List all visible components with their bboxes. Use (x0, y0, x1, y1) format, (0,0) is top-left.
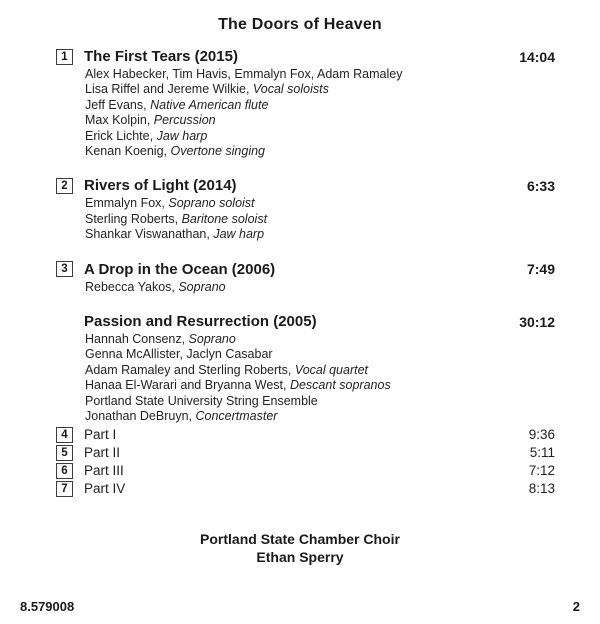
movement-label: Part I (84, 427, 117, 442)
movement-row (56, 444, 555, 462)
movement-label: Part IV (84, 481, 126, 496)
credit-role: Native American flute (150, 97, 269, 112)
credit-role: Jaw harp (156, 128, 208, 143)
page-footer (20, 599, 580, 614)
credits-block (85, 332, 555, 424)
work-header (56, 177, 555, 194)
page-number: 2 (572, 599, 580, 614)
work-entry (56, 261, 555, 295)
credit-role: Jaw harp (213, 227, 265, 242)
work-entry (56, 177, 555, 242)
credit-role: Overtone singing (170, 144, 266, 159)
work-entry (56, 48, 555, 159)
work-title: Passion and Resurrection (2005) (84, 313, 317, 331)
credit-line: Hanaa El-Warari and Bryanna West, Descant sopranos (85, 378, 391, 393)
credit-role: Percussion (153, 113, 216, 128)
work-duration: 14:04 (519, 48, 555, 65)
credit-line: Genna McAllister, Jaclyn Casabar (85, 347, 273, 362)
credit-role: Descant sopranos (289, 378, 391, 393)
album-title: The Doors of Heaven (218, 16, 382, 33)
movement-row (56, 462, 555, 480)
credit-role: Concertmaster (195, 409, 278, 424)
credits-block (85, 196, 555, 242)
credit-line: Shankar Viswanathan, Jaw harp (85, 227, 265, 242)
credit-line: Max Kolpin, Percussion (85, 113, 216, 128)
movements-block (56, 426, 555, 498)
work-header (56, 48, 555, 65)
credit-line: Emmalyn Fox, Soprano soloist (85, 196, 255, 211)
credit-line: Hannah Consenz, Soprano (85, 332, 236, 347)
credit-role: Soprano soloist (168, 196, 255, 211)
number-box-spacer (56, 314, 73, 330)
work-duration: 7:49 (526, 261, 555, 278)
movement-row (56, 426, 555, 444)
credit-line: Alex Habecker, Tim Havis, Emmalyn Fox, Adam Ramaley (85, 67, 403, 81)
movement-duration: 5:11 (529, 445, 555, 460)
credit-role: Vocal quartet (294, 362, 369, 377)
performers-block (0, 530, 600, 566)
conductor-name: Ethan Sperry (256, 548, 344, 565)
track-number-box: 4 (56, 427, 73, 443)
credits-block (85, 67, 555, 159)
credit-line: Lisa Riffel and Jereme Wilkie, Vocal soloists (85, 82, 329, 97)
credits-block (85, 280, 555, 295)
credit-line: Jeff Evans, Native American flute (85, 97, 269, 112)
work-duration: 30:12 (519, 313, 555, 330)
movement-label: Part II (84, 445, 121, 460)
work-entry (56, 313, 555, 497)
work-duration: 6:33 (526, 177, 555, 194)
track-number-box: 6 (56, 463, 73, 479)
track-number-box: 1 (56, 49, 73, 65)
track-number-box: 5 (56, 445, 73, 461)
track-number-box: 2 (56, 178, 73, 194)
credit-line: Adam Ramaley and Sterling Roberts, Vocal quartet (85, 362, 369, 377)
work-header (56, 261, 555, 278)
credit-role: Vocal soloists (252, 82, 329, 97)
movement-duration: 7:12 (528, 463, 555, 478)
work-header (56, 313, 555, 330)
credit-line: Rebecca Yakos, Soprano (85, 279, 226, 294)
credit-line: Sterling Roberts, Baritone soloist (85, 211, 268, 226)
work-title: The First Tears (2015) (84, 48, 238, 65)
credit-line: Portland State University String Ensemble (85, 393, 318, 408)
booklet-page (0, 16, 600, 614)
credit-role: Baritone soloist (181, 211, 268, 226)
movement-row (56, 480, 555, 498)
work-title: A Drop in the Ocean (2006) (84, 260, 276, 278)
credit-role: Soprano (188, 332, 236, 347)
credit-line: Jonathan DeBruyn, Concertmaster (85, 409, 278, 424)
track-number-box: 3 (56, 261, 73, 277)
credit-line: Erick Lichte, Jaw harp (85, 128, 208, 143)
credit-line: Kenan Koenig, Overtone singing (85, 144, 266, 159)
movement-duration: 9:36 (528, 427, 555, 442)
catalog-number: 8.579008 (20, 599, 75, 614)
track-list (0, 34, 600, 498)
credit-role: Soprano (178, 279, 226, 294)
work-title: Rivers of Light (2014) (84, 177, 237, 195)
movement-label: Part III (84, 463, 124, 478)
track-number-box: 7 (56, 481, 73, 497)
ensemble-name: Portland State Chamber Choir (200, 530, 400, 547)
movement-duration: 8:13 (528, 481, 555, 496)
